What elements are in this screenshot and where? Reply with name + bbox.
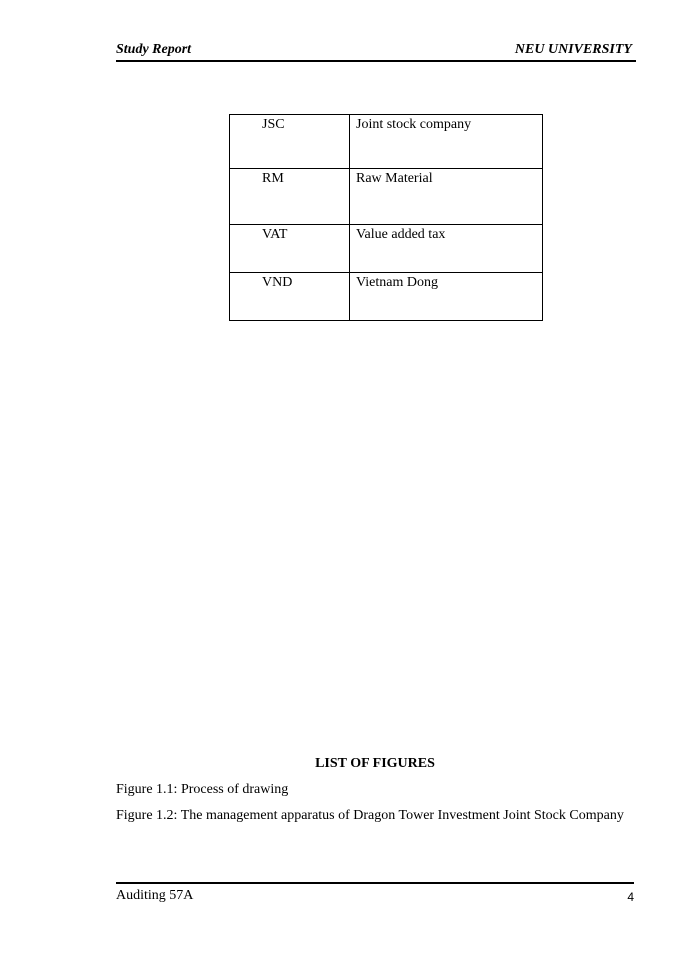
abbreviation-meaning: Vietnam Dong xyxy=(350,273,543,321)
list-of-figures-heading: LIST OF FIGURES xyxy=(315,756,435,771)
page-number: 4 xyxy=(627,890,634,904)
abbreviation-code: RM xyxy=(230,169,350,225)
page-header xyxy=(116,40,636,62)
abbreviation-meaning: Value added tax xyxy=(350,225,543,273)
table-row xyxy=(230,273,543,321)
table-row xyxy=(230,115,543,169)
page-footer xyxy=(116,882,634,908)
figure-entry: Figure 1.2: The management apparatus of Dragon Tower Investment Joint Stock Company xyxy=(116,808,624,823)
abbreviation-meaning: Joint stock company xyxy=(350,115,543,169)
footer-class-label: Auditing 57A xyxy=(116,888,194,903)
table-row xyxy=(230,169,543,225)
abbreviation-code: JSC xyxy=(230,115,350,169)
abbreviation-code: VAT xyxy=(230,225,350,273)
figure-entry: Figure 1.1: Process of drawing xyxy=(116,782,289,797)
header-title: Study Report xyxy=(116,42,192,57)
abbreviation-code: VND xyxy=(230,273,350,321)
abbreviations-table xyxy=(229,114,543,321)
abbreviation-meaning: Raw Material xyxy=(350,169,543,225)
table-row xyxy=(230,225,543,273)
header-institution: NEU UNIVERSITY xyxy=(514,42,632,57)
